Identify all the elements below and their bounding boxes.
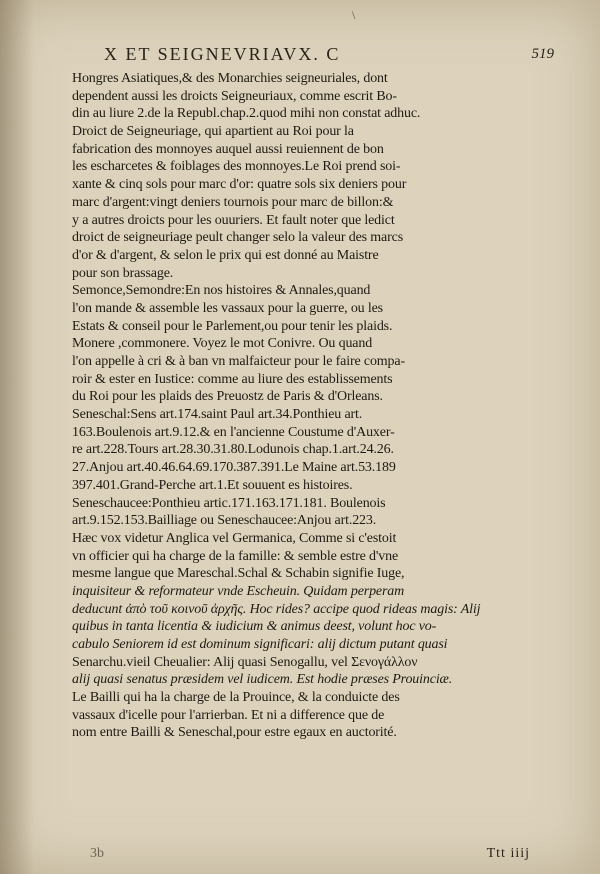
text-line: Droict de Seigneuriage, qui apartient au Roi pour la [72,124,354,140]
text-line: alij quasi senatus præsidem vel iudicem. Est hodie præses Prouinciæ. [72,672,453,688]
top-mark: \ [352,8,356,22]
page-header [104,40,554,70]
text-line: deducunt ἀπὸ τοῦ κοινοῦ ἀρχῆς. Hoc rides? accipe quod rideas magis: Alij [72,601,481,617]
text-line: du Roi pour les plaids des Preuostz de Paris & d'Orleans. [72,389,383,405]
text-line: roir & ester en Iustice: comme au liure des establissements [72,371,393,387]
text-line: Estats & conseil pour le Parlement,ou pour tenir les plaids. [72,318,393,334]
text-line: nom entre Bailli & Seneschal,pour estre egaux en auctorité. [72,725,397,741]
text-line: Hæc vox videtur Anglica vel Germanica, Comme si c'estoit [72,530,397,546]
text-line: Semonce,Semondre:En nos histoires & Annales,quand [72,283,371,299]
text-line: vassaux d'icelle pour l'arrierban. Et ni a difference que de [72,707,385,723]
text-line: Seneschal:Sens art.174.saint Paul art.34.Ponthieu art. [72,407,363,423]
text-block [72,70,548,742]
text-line: d'or & d'argent, & selon le prix qui est donné au Maistre [72,247,379,263]
text-line: l'on appelle à cri & à ban vn malfaicteur pour le faire compa- [72,354,405,369]
text-line: 27.Anjou art.40.46.64.69.170.387.391.Le Maine art.53.189 [72,460,396,476]
text-line: art.9.152.153.Bailliage ou Seneschaucee:Anjou art.223. [72,513,377,529]
folio-number: 519 [531,46,554,62]
text-line: vn officier qui ha charge de la famille: & semble estre d'vne [72,548,399,564]
text-line: Hongres Asiatiques,& des Monarchies seigneuriales, dont [72,71,388,86]
text-line: re art.228.Tours art.28.30.31.80.Lodunois chap.1.art.24.26. [72,442,394,458]
text-line: y a autres droicts pour les ouuriers. Et fault noter que ledict [72,212,395,228]
page-footer [72,846,548,868]
text-line: Seneschaucee:Ponthieu artic.171.163.171.181. Boulenois [72,495,386,511]
text-line: Senarchu.vieil Cheualier: Alij quasi Senogallu, vel Σενογάλλον [72,654,418,670]
text-line: l'on mande & assemble les vassaux pour la guerre, ou les [72,300,383,316]
text-line: droict de seigneuriage peult changer selo la valeur des marcs [72,230,403,246]
text-line: 163.Boulenois art.9.12.& en l'ancienne Coustume d'Auxer- [72,424,395,440]
text-line: pour son brassage. [72,265,174,281]
running-title: X ET SEIGNEVRIAVX. C [104,44,341,64]
text-line: marc d'argent:vingt deniers tournois pour marc de billon:& [72,194,394,210]
text-line: quibus in tanta licentia & iudicium & animus deest, volunt hoc vo- [72,619,437,635]
text-line: cabulo Seniorem id est dominum significari: alij dictum putant quasi [72,637,448,652]
footer-mark: 3b [90,846,104,861]
text-line: dependent aussi les droicts Seigneuriaux, comme escrit Bo- [72,88,397,104]
text-line: mesme langue que Mareschal.Schal & Schabin signifie Iuge, [72,566,405,582]
text-line: les escharcetes & foiblages des monnoyes.Le Roi prend soi- [72,159,401,175]
text-line: xante & cinq sols pour marc d'or: quatre sols six deniers pour [72,177,407,193]
text-line: Le Bailli qui ha la charge de la Prouince, & la conduicte des [72,690,400,706]
text-line: inquisiteur & reformateur vnde Escheuin. Quidam perperam [72,583,405,599]
text-line: fabrication des monnoyes auquel aussi reuiennent de bon [72,141,384,157]
text-line: 397.401.Grand-Perche art.1.Et souuent es histoires. [72,477,353,493]
text-line: Monere ,commonere. Voyez le mot Conivre. Ou quand [72,336,373,352]
signature-mark: Ttt iiij [486,846,530,861]
text-line: din au liure 2.de la Republ.chap.2.quod mihi non constat adhuc. [72,106,421,122]
